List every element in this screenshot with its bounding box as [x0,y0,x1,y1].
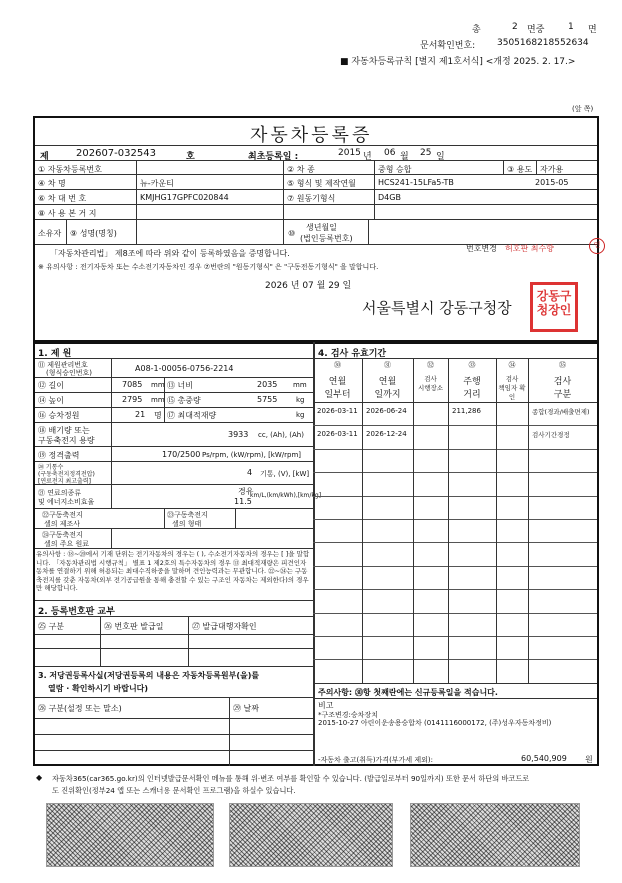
col-no: ㉜ [427,361,434,369]
mgmt-label-1: ⑪ 제원관리번호 [38,361,88,369]
remarks-2: 2015-10-27 아린이운송용승합차 (0141116000172, (주)성우자동차정비) [318,719,552,727]
inspection-cell-kind: 검사기간경정 [532,431,570,439]
price-value: 60,540,909 [521,754,567,763]
power-unit: Ps/rpm, (kW/rpm), [kW/rpm] [202,451,302,459]
month-label: 월 [400,152,409,162]
birth-number: ⑩ [288,229,296,238]
model-label: ⑤ 형식 및 제작연월 [287,179,356,188]
disp-unit: cc, (Ah), (Ah) [258,431,304,439]
capacity-label: ⑯ 승차정원 [38,411,80,420]
engine-label: ⑦ 원동기형식 [287,194,336,203]
cert-no-suffix: 호 [186,152,195,162]
inspection-cell-from: 2026-03-11 [317,430,358,438]
front-mark: (앞 쪽) [572,105,594,113]
height-value: 2795 [122,395,143,404]
issue-date: 2026 년 07 월 29 일 [265,281,352,291]
page-suffix: 면 [588,25,597,35]
col-label-2: 구분 [553,390,572,400]
car-name-value: 뉴-카운티 [140,179,174,188]
col-label-2: 시행장소 [417,384,444,392]
col-no: ㉟ [559,361,566,369]
maxload-label: ⑰ 최대적재량 [167,411,217,420]
mgmt-value: A08-1-00056-0756-2214 [135,364,234,373]
barcode-3 [410,803,580,867]
vin-label: ⑥ 차 대 번 호 [38,194,87,203]
page-label: 면중 [527,25,545,35]
bat-mat-label-2: 셀의 주요 원료 [44,540,90,548]
footer-line-1: 자동차365(car365.go.kr)의 인터넷발급문서확인 메뉴를 통해 위·변조 여부를 확인할 수 있습니다. (발급일로부터 90일까지) 또한 문서 하단의 바코드로 [52,774,530,783]
width-label: ⑬ 너비 [167,381,193,390]
first-reg-day: 25 [420,148,432,158]
inspection-col-header [313,360,362,400]
mortgage-type-label: ㉘ 구분(설정 또는 말소) [38,704,122,713]
bat-maker-label-2: 셀의 제조사 [44,520,81,528]
inspection-cell-to: 2026-12-24 [366,430,407,438]
inspection-cell-mileage: 211,286 [452,407,481,415]
total-label: 총 [472,25,481,35]
owner-name-label: ⑨ 성명(명칭) [70,229,117,238]
fuel-label-1: ㉑ 연료의종류 [38,489,82,497]
footer-bullet: ◆ [36,773,43,782]
engine-value: D4GB [378,193,401,202]
length-label: ⑫ 길이 [38,381,64,390]
issuer: 서울특별시 강동구청장 [362,299,512,317]
doc-confirm-label: 문서확인번호: [420,41,476,51]
mortgage-title-1: 3. 저당권등록사실(저당권등록의 내용은 자동차등록원부(을)를 [38,671,260,680]
col-label-2: 책임자 확인 [498,384,526,401]
cyl-unit: 기통, (V), [kW] [260,470,310,478]
barcode-2 [229,803,393,867]
page-value: 1 [568,22,574,32]
disp-value: 3933 [228,430,249,439]
plate-title: 2. 등록번호판 교부 [38,607,115,617]
cyl-label-3: [연료전지 최고출력] [38,478,91,485]
mgmt-label-2: (형식승인번호) [46,369,93,377]
base-label: ⑧ 사 용 본 거 지 [38,209,97,218]
spec-note: 유의사항 : ⑱~⑳에서 기재 단위는 전기자동차의 경우는 ( ), 수소전기자동차의 경우는 [ ]을 말합니다. 「자동차관리법 시행규칙」 별표 1 제2호의 특수자동차의 경우 ⑬ 최대적재량은 피견인자동차를 연결하기 위해 허용되는 최대수직하중을 말하며 견인능력과는 무관합니다. ㉒~㉔는 구동축전지를 갖춘 자동차(외부 전기공급원을 통해 충전할 수 있는 구조인 자동차는 제외한다)의 경우만 해당합니다. [36,550,310,592]
specs-title: 1. 제 원 [38,349,72,359]
certificate-title: 자동차등록증 [250,125,373,146]
remarks-1: *구조변경:승차장치 [318,711,378,719]
first-reg-year: 2015 [338,148,361,158]
length-value: 7085 [122,380,143,389]
model-value: HCS241-15LFa5-TB [378,178,454,187]
width-unit: mm [293,381,307,389]
length-unit: mm [151,381,165,389]
cert-no-label: 제 [40,152,49,162]
maxload-unit: kg [296,411,305,419]
footer-line-2: 도 진위확인(정부24 앱 또는 스캐너용 문서확인 프로그램)을 하실수 있습니다. [52,786,296,795]
power-value: 170/2500 [162,450,201,459]
plate-date-label: ㉖ 번호판 발급일 [104,622,164,631]
mortgage-title-2: 열람 · 확인하시기 바랍니다) [48,684,149,693]
inspection-cell-from: 2026-03-11 [317,407,358,415]
cyl-label-1: ⑳ 기통수 [38,464,64,471]
bat-form-label-1: ㉓구동축전지 [167,511,208,519]
fuel-efficiency: 11.5 [234,497,252,506]
col-label-1: 연월 [328,377,347,387]
use-label: ③ 용도 [507,165,533,174]
cyl-label-2: (구동축전지정격전압) [38,471,95,478]
col-no: ㉛ [384,361,391,369]
col-label-2: 거리 [463,390,481,400]
height-unit: mm [151,396,165,404]
cyl-value: 4 [247,468,253,477]
total-value: 2 [512,22,518,32]
cert-no-value: 202607-032543 [76,148,156,159]
change-sign: 허호판 최수향 [505,244,554,253]
fuel-type: 경유 [238,487,254,496]
change-stamp: 인 [589,238,605,254]
inspection-cell-kind: 종합(경과/배출면제) [532,408,590,416]
car-type-label: ② 차 종 [287,165,315,174]
car-type-value: 중형 승합 [378,165,412,174]
inspection-notice: 주의사항: ㉚항 첫째란에는 신규등록일을 적습니다. [318,688,498,697]
col-label-1: 검사 [553,377,572,387]
capacity-unit: 명 [154,411,162,420]
col-no: ㉚ [334,361,341,369]
col-label-1: 검사 [424,375,437,383]
power-label: ⑲ 정격출력 [38,451,80,460]
day-label: 일 [436,152,445,162]
rule-reference: ■ 자동차등록규칙 [별지 제1호서식] <개정 2025. 2. 17.> [340,57,576,67]
inspection-title: 4. 검사 유효기간 [318,349,387,359]
inspection-col-header [413,360,448,392]
col-label-1: 검사 [505,375,519,383]
mortgage-date-label: ㉙ 날짜 [233,704,259,713]
price-unit: 원 [585,755,593,764]
use-value: 자가용 [540,165,564,174]
change-label: 번호변경 [466,244,497,253]
col-label-1: 주행 [463,377,481,387]
capacity-value: 21 [135,410,146,419]
car-name-label: ④ 차 명 [38,179,66,188]
bat-form-label-2: 셀의 형태 [172,520,202,528]
statement: 「자동차관리법」 제8조에 따라 위와 같이 등록하였음을 증명합니다. [50,249,290,258]
year-label: 년 [363,152,372,162]
plate-type-label: ㉕ 구분 [38,622,64,631]
inspection-cell-to: 2026-06-24 [366,407,407,415]
height-label: ⑭ 높이 [38,396,64,405]
inspection-col-header [528,360,597,400]
col-label-2: 일부터 [324,390,351,400]
barcode-1 [46,803,214,867]
first-reg-month: 06 [384,148,396,158]
inspection-col-header [362,360,413,400]
disp-label-1: ⑱ 배기량 또는 [38,426,90,435]
col-label-1: 연월 [378,377,397,387]
inspection-col-header [448,360,496,400]
reg-no-label: ① 자동차등록번호 [38,165,102,174]
gross-value: 5755 [257,395,278,404]
bat-maker-label-1: ㉒구동축전지 [42,511,83,519]
plate-agent-label: ㉗ 발급대행자확인 [192,622,257,631]
bat-mat-label-1: ㉔구동축전지 [42,531,83,539]
disp-label-2: 구동축전지 용량 [38,436,95,445]
vin-value: KMJHG17GPFC020844 [140,193,229,202]
official-seal: 강동구청장인 [530,282,578,332]
gross-unit: kg [296,396,305,404]
inspection-col-header [496,360,528,401]
remarks-label: 비고 [318,701,334,710]
owner-label: 소유자 [38,229,62,238]
fuel-label-2: 및 에너지소비효율 [38,498,95,506]
col-no: ㉝ [468,361,476,369]
width-value: 2035 [257,380,278,389]
first-reg-label: 최초등록일 : [248,152,299,162]
doc-confirm-number: 3505168218552634 [497,38,589,48]
price-label: -자동차 출고(취득)가격(부가세 제외): [318,756,433,764]
note: ※ 유의사항 : 전기자동차 또는 수소전기자동차인 경우 ⑦번란의 "원동기형식" 은 "구동전동기형식" 을 말합니다. [38,263,379,271]
col-label-2: 일까지 [374,390,401,400]
gross-label: ⑮ 총중량 [167,396,201,405]
fuel-unit: km/L,(km/kWh),[km/kg] [250,492,322,499]
birth-label-2: (법인등록번호) [300,234,353,243]
col-no: ㉞ [508,361,516,369]
birth-label-1: 생년월일 [306,223,337,232]
model-date: 2015-05 [535,178,569,187]
